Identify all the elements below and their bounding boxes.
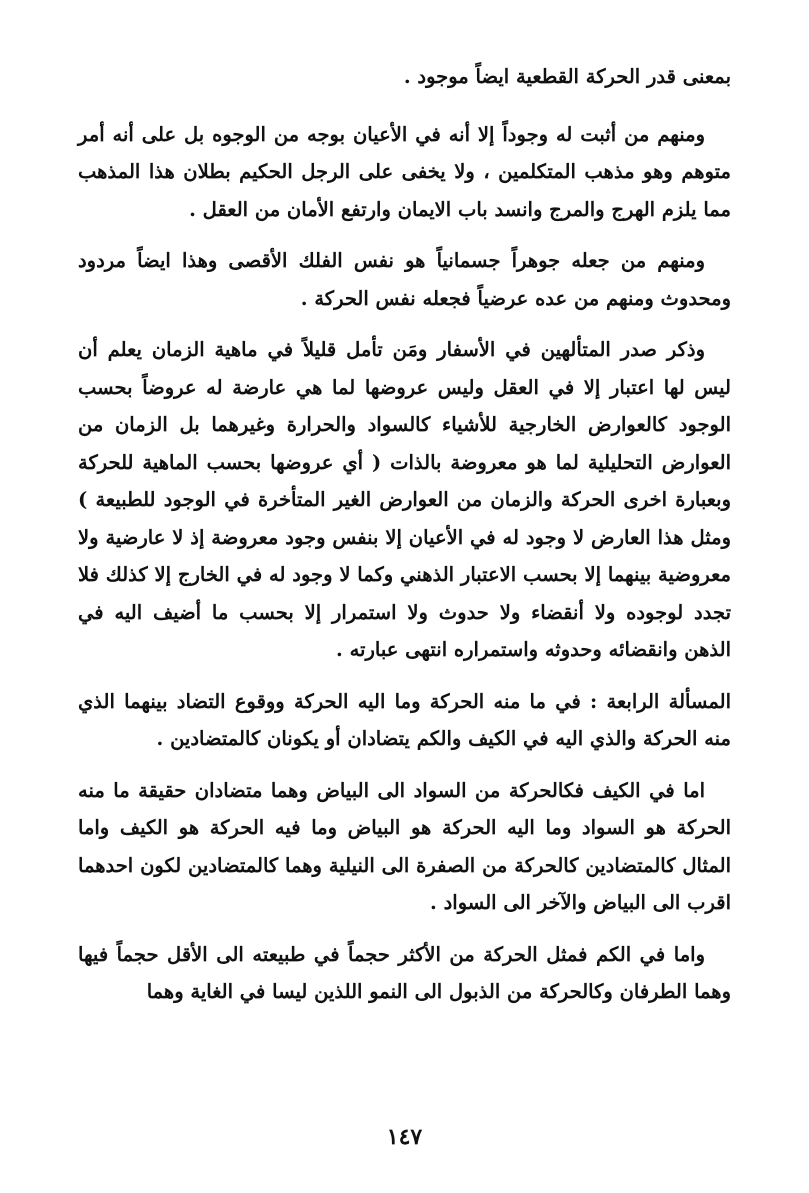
page-body [78,58,731,1025]
paragraph-7: واما في الكم فمثل الحركة من الأكثر حجماً في طبيعته الى الأقل حجماً فيها وهما الطرفان وكالحركة من الذبول الى النمو اللذين ليسا في الغاية وهما [78,942,731,1003]
paragraph-1: بمعنى قدر الحركة القطعية ايضاً موجود . [403,65,731,88]
paragraph-4: وذكر صدر المتألهين في الأسفار ومَن تأمل قليلاً في ماهية الزمان يعلم أن ليس لها اعتبار إلا في العقل وليس عروضها لما هي عارضة له عروضاً بحسب الوجود كالعوارض الخارجية للأشياء كالسواد والحرارة وغيرهما بل الزمان من العوارض التحليلية لما هو معروضة بالذات ( أي عروضها بحسب الماهية للحركة وبعبارة اخرى الحركة والزمان من العوارض الغير المتأخرة في الوجود للطبيعة ) ومثل هذا العارض لا وجود له في الأعيان إلا بنفس وجود معروضة إذ لا عارضية ولا معروضية بينهما إلا بحسب الاعتبار الذهني وكما لا وجود له في الخارج إلا كذلك فلا تجدد لوجوده ولا أنقضاء ولا حدوث ولا استمرار إلا بحسب ما أضيف اليه في الذهن وانقضائه وحدوثه واستمراره انتهى عبارته . [78,338,731,661]
section-heading: المسألة الرابعة : في ما منه الحركة وما اليه الحركة ووقوع التضاد بينهما الذي منه الحركة والذي اليه في الكيف والكم يتضادان أو يكونان كالمتضادين . [78,689,731,750]
paragraph-2: ومنهم من أثبت له وجوداً إلا أنه في الأعيان بوجه من الوجوه بل على أنه أمر متوهم وهو مذهب المتكلمين ، ولا يخفى على الرجل الحكيم بطلان هذا المذهب مما يلزم الهرج والمرج وانسد باب الايمان وارتفع الأمان من العقل . [78,122,731,221]
paragraph-6: اما في الكيف فكالحركة من السواد الى البياض وهما متضادان حقيقة ما منه الحركة هو السواد وما اليه الحركة هو البياض وما فيه الحركة هو الكيف واما المثال كالمتضادين كالحركة من الصفرة الى النيلية وهما كالمتضادين لكون احدهما اقرب الى البياض والآخر الى السواد . [78,778,731,914]
page-number: ١٤٧ [386,1124,423,1150]
paragraph-3: ومنهم من جعله جوهراً جسمانياً هو نفس الفلك الأقصى وهذا ايضاً مردود ومحدوث ومنهم من عده عرضياً فجعله نفس الحركة . [78,249,731,310]
